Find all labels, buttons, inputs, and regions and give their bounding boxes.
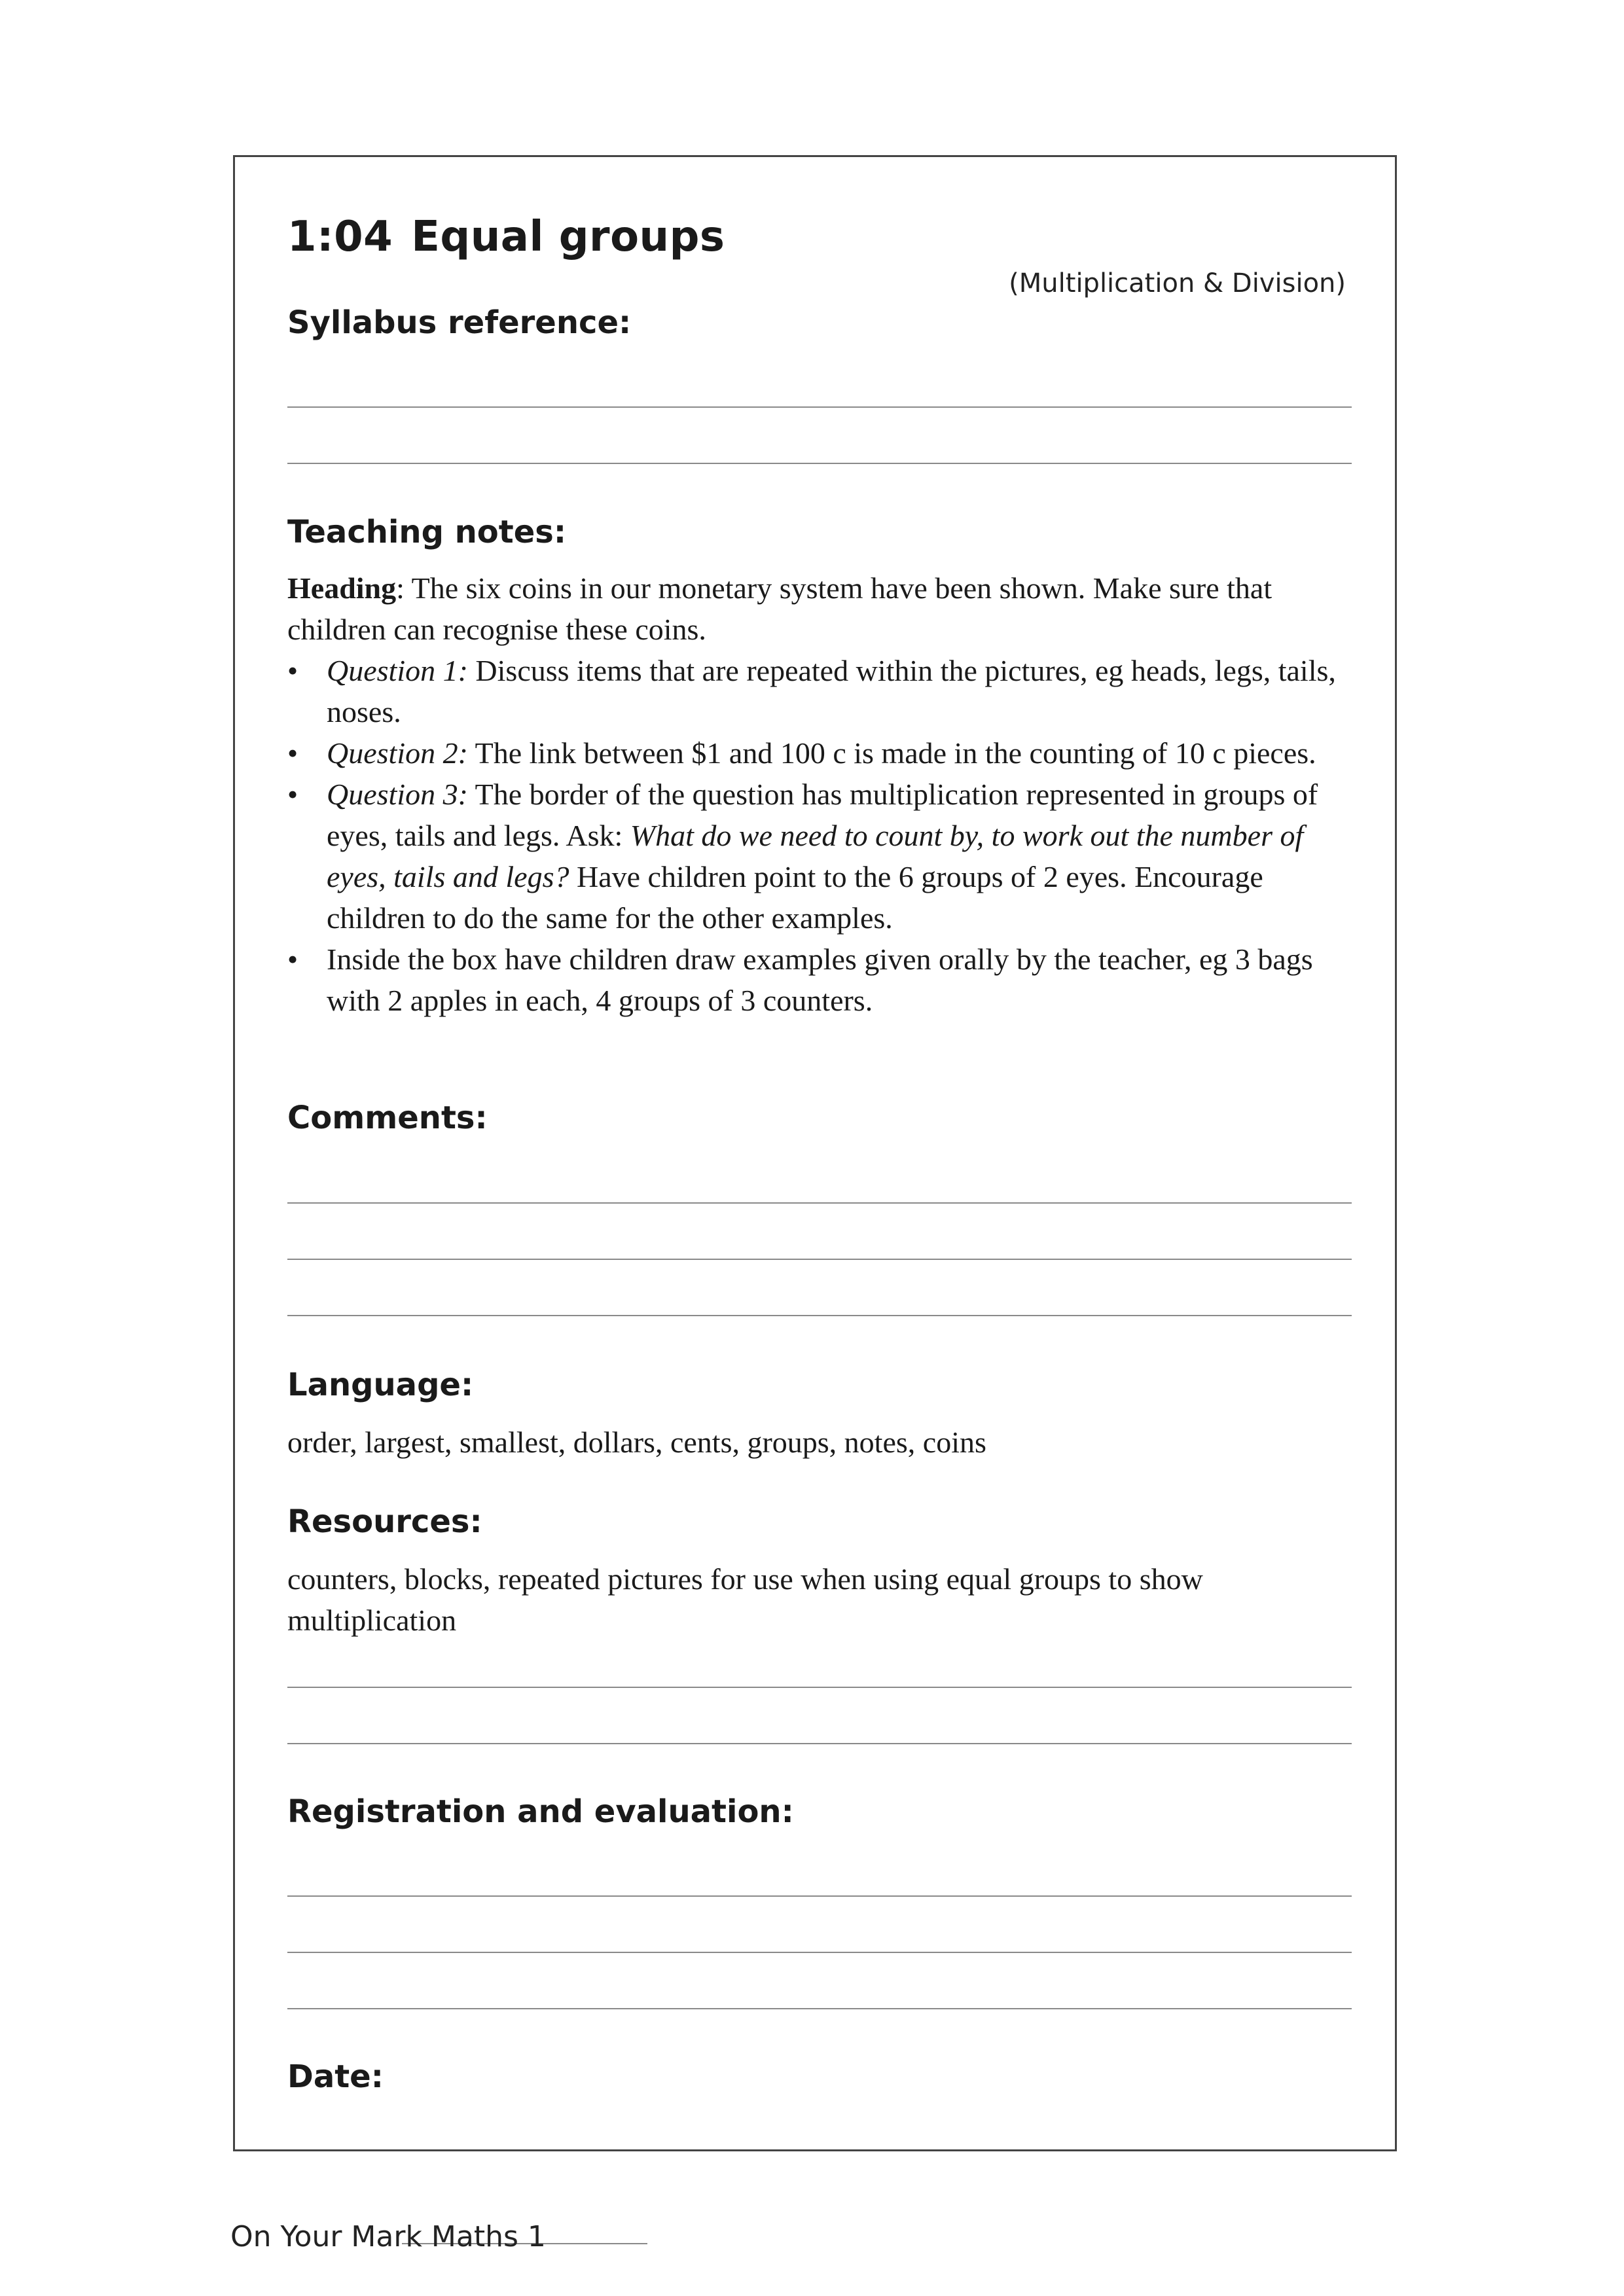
date-label: Date: [287,2058,384,2095]
bullet-text-after: Have children point to the 6 groups of 2 eyes. Encourage children to do the same for the other examples. [327,860,1263,935]
registration-line-1[interactable] [287,1895,1352,1897]
title-number: 1:04 [287,213,393,261]
resources-line-1[interactable] [287,1687,1352,1688]
resources-line-2[interactable] [287,1743,1352,1744]
comments-heading: Comments: [287,1100,488,1136]
footer-text: On Your Mark Maths 1 [230,2220,546,2253]
language-text: order, largest, smallest, dollars, cents, groups, notes, coins [287,1426,986,1459]
registration-line-3[interactable] [287,2008,1352,2009]
title-text: Equal groups [411,213,725,261]
bullet-question-3 [287,774,1361,939]
intro-text: : The six coins in our monetary system have been shown. Make sure that children can recognise these coins. [287,571,1272,646]
bullet-label: Question 1: [327,654,468,687]
worksheet-frame [233,155,1397,2151]
bullet-text: Discuss items that are repeated within the pictures, eg heads, legs, tails, noses. [327,654,1336,728]
bullet-label: Question 3: [327,778,468,811]
language-heading: Language: [287,1367,474,1403]
syllabus-line-2[interactable] [287,463,1352,464]
bullet-text: The border of the question has multiplication represented in groups of eyes, tails and legs. Ask: [327,778,1318,852]
comments-line-1[interactable] [287,1202,1352,1204]
comments-line-2[interactable] [287,1259,1352,1260]
bullet-text: Inside the box have children draw examples given orally by the teacher, eg 3 bags with 2 apples in each, 4 groups of 3 counters. [327,942,1313,1017]
comments-line-3[interactable] [287,1315,1352,1316]
teaching-bullets [287,650,1361,1021]
bullet-question-1 [287,650,1361,732]
page-title [287,213,725,261]
intro-bold: Heading [287,571,397,605]
syllabus-heading: Syllabus reference: [287,304,632,341]
bullet-text: The link between $1 and 100 c is made in the counting of 10 c pieces. [467,736,1316,770]
teaching-notes-heading: Teaching notes: [287,514,567,550]
bullet-question-2 [287,732,1361,774]
syllabus-line-1[interactable] [287,406,1352,408]
bullet-label: Question 2: [327,736,468,770]
registration-heading: Registration and evaluation: [287,1793,794,1830]
resources-heading: Resources: [287,1503,482,1540]
strand-label: (Multiplication & Division) [1009,268,1346,298]
resources-text: counters, blocks, repeated pictures for use when using equal groups to show multiplication [287,1562,1203,1637]
teaching-notes-body [287,567,1361,1021]
bullet-inside-box [287,939,1361,1021]
teaching-intro [287,567,1361,650]
bullet-italic-question: What do we need to count by, to work out the number of eyes, tails and legs? [327,819,1304,893]
registration-line-2[interactable] [287,1952,1352,1953]
